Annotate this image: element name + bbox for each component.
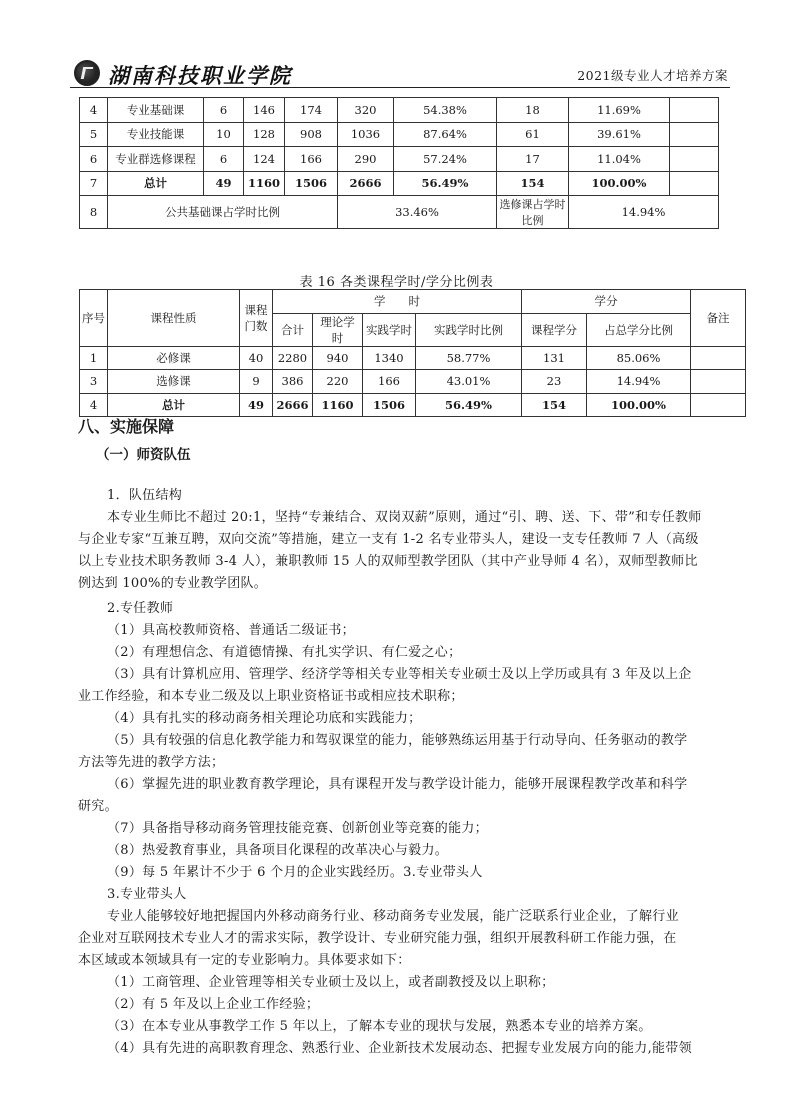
cell-count: 49 [240, 393, 273, 417]
cell-count: 10 [204, 122, 244, 147]
cell-credit-ratio: 100.00% [587, 393, 691, 417]
cell-count: 9 [240, 370, 273, 394]
cell-ratio: 87.64% [394, 122, 497, 147]
cell-practice: 174 [285, 98, 338, 123]
cell-count: 49 [204, 171, 244, 196]
header-count: 课程门数 [240, 290, 273, 347]
cell-total: 2666 [338, 171, 394, 196]
cell-no: 7 [80, 171, 108, 196]
cell-no: 5 [80, 122, 108, 147]
cell-public-ratio-label: 公共基础课占学时比例 [108, 196, 338, 229]
cell-name: 专业基础课 [108, 98, 204, 123]
table-row-summary [80, 196, 719, 229]
cell-theory: 1160 [244, 171, 285, 196]
cell-credit: 17 [497, 147, 569, 172]
paragraph-line: 企业对互联网技术专业人才的需求实际，教学设计、专业研究能力强，组织开展教科研工作能力强，在 [78, 931, 677, 946]
cell-type: 必修课 [108, 346, 240, 370]
table-row [80, 370, 746, 394]
cell-note [691, 393, 746, 417]
header-type: 课程性质 [108, 290, 240, 347]
header-theory: 理论学时 [313, 313, 363, 346]
cell-total: 320 [338, 98, 394, 123]
cell-theory: 124 [244, 147, 285, 172]
cell-theory: 1160 [313, 393, 363, 417]
cell-no: 4 [80, 98, 108, 123]
table-header-row [80, 290, 746, 314]
cell-note [691, 370, 746, 394]
cell-no: 4 [80, 393, 108, 417]
paragraph-line: （5）具有较强的信息化教学能力和驾驭课堂的能力，能够熟练运用基于行动导向、任务驱动的教学 [107, 733, 688, 748]
cell-note [670, 122, 719, 147]
cell-count: 6 [204, 98, 244, 123]
cell-practice: 1506 [363, 393, 416, 417]
paragraph-line: 专业人能够较好地把握国内外移动商务行业、移动商务专业发展，能广泛联系行业企业，了解行业 [107, 909, 679, 924]
cell-credit-ratio: 11.04% [569, 147, 670, 172]
cell-note [670, 171, 719, 196]
cell-ratio: 58.77% [416, 346, 522, 370]
paragraph-line: （1）工商管理、企业管理等相关专业硕士及以上，或者副教授及以上职称； [107, 975, 555, 990]
table-caption: 表 16 各类课程学时/学分比例表 [299, 275, 494, 290]
paragraph-line: （8）热爱教育事业，具备项目化课程的改革决心与毅力。 [107, 843, 449, 858]
paragraph-line: （1）具高校教师资格、普通话二级证书； [107, 623, 355, 638]
school-name: 湖南科技职业学院 [108, 63, 292, 88]
cell-theory: 940 [313, 346, 363, 370]
cell-credit: 18 [497, 98, 569, 123]
cell-total: 290 [338, 147, 394, 172]
cell-no: 3 [80, 370, 108, 394]
table-row-total [80, 393, 746, 417]
cell-no: 8 [80, 196, 108, 229]
paragraph-line: （3）在本专业从事教学工作 5 年以上，了解本专业的现状与发展，熟悉本专业的培养方案。 [107, 1019, 652, 1034]
paragraph-line: （4）具有扎实的移动商务相关理论功底和实践能力； [107, 711, 422, 726]
cell-name: 专业群选修课程 [108, 147, 204, 172]
cell-credit-ratio: 100.00% [569, 171, 670, 196]
paragraph-line: 1．队伍结构 [107, 488, 183, 503]
school-logo-icon [74, 60, 100, 86]
paragraph-line: （3）具有计算机应用、管理学、经济学等相关专业等相关专业硕士及以上学历或具有 3 年及以上企 [107, 667, 692, 682]
cell-theory: 220 [313, 370, 363, 394]
cell-name: 总计 [108, 171, 204, 196]
cell-ratio: 56.49% [416, 393, 522, 417]
plan-title: 2021级专业人才培养方案 [577, 68, 728, 83]
cell-ratio: 54.38% [394, 98, 497, 123]
header-credit-group: 学分 [522, 290, 691, 314]
paragraph-line: （2）有 5 年及以上企业工作经验； [107, 997, 320, 1012]
cell-credit: 131 [522, 346, 587, 370]
cell-name: 专业技能课 [108, 122, 204, 147]
cell-credit-ratio: 11.69% [569, 98, 670, 123]
cell-note [691, 346, 746, 370]
header-credit: 课程学分 [522, 313, 587, 346]
cell-practice: 166 [285, 147, 338, 172]
header-total: 合计 [273, 313, 313, 346]
cell-ratio: 43.01% [416, 370, 522, 394]
cell-total: 386 [273, 370, 313, 394]
cell-credit-ratio: 85.06% [587, 346, 691, 370]
cell-no: 1 [80, 346, 108, 370]
cell-total: 2666 [273, 393, 313, 417]
paragraph-line: （6）掌握先进的职业教育教学理论，具有课程开发与教学设计能力，能够开展课程教学改革和科学 [107, 777, 688, 792]
cell-public-ratio-value: 33.46% [338, 196, 497, 229]
header-no: 序号 [80, 290, 108, 347]
section-title: 八、实施保障 [78, 417, 175, 436]
section-subtitle: （一）师资队伍 [96, 447, 191, 463]
table-hours-credits-ratio [79, 289, 746, 417]
cell-credit-ratio: 39.61% [569, 122, 670, 147]
cell-credit: 23 [522, 370, 587, 394]
cell-theory: 128 [244, 122, 285, 147]
paragraph-line: 与企业专家“互兼互聘，双向交流”等措施，建立一支有 1-2 名专业带头人，建设一支专任教师 7 人（高级 [78, 532, 699, 547]
cell-theory: 146 [244, 98, 285, 123]
cell-practice: 166 [363, 370, 416, 394]
cell-credit-ratio: 14.94% [587, 370, 691, 394]
cell-practice: 1340 [363, 346, 416, 370]
table-row [80, 147, 719, 172]
paragraph-line: 研究。 [78, 799, 118, 814]
paragraph-line: （9）每 5 年累计不少于 6 个月的企业实践经历。3.专业带头人 [107, 865, 483, 880]
header-credit-ratio: 占总学分比例 [587, 313, 691, 346]
table-row [80, 98, 719, 123]
cell-elective-ratio-value: 14.94% [569, 196, 719, 229]
paragraph-line: 方法等先进的教学方法； [78, 755, 225, 770]
cell-type: 选修课 [108, 370, 240, 394]
paragraph-line: 本专业生师比不超过 20:1，坚持“专兼结合、双岗双薪”原则，通过“引、聘、送、下、带”和专任教师 [107, 510, 702, 525]
cell-elective-ratio-label: 选修课占学时比例 [497, 196, 569, 229]
table-row [80, 346, 746, 370]
paragraph-line: 以上专业技术职务教师 3-4 人），兼职教师 15 人的双师型教学团队（其中产业导师 4 名），双师型教师比 [78, 554, 698, 569]
table-course-hours-continued [79, 97, 719, 229]
paragraph-line: 2.专任教师 [107, 601, 174, 616]
cell-total: 1036 [338, 122, 394, 147]
paragraph-line: 3.专业带头人 [107, 887, 187, 902]
cell-ratio: 56.49% [394, 171, 497, 196]
paragraph-line: 例达到 100%的专业教学团队。 [78, 576, 268, 591]
cell-note [670, 98, 719, 123]
header-hours-group: 学 时 [273, 290, 522, 314]
paragraph-line: 业工作经验，和本专业二级及以上职业资格证书或相应技术职称； [78, 689, 464, 704]
header-practice-ratio: 实践学时比例 [416, 313, 522, 346]
table-row-total [80, 171, 719, 196]
cell-credit: 154 [522, 393, 587, 417]
paragraph-line: （7）具备指导移动商务管理技能竞赛、创新创业等竞赛的能力； [107, 821, 488, 836]
header-note: 备注 [691, 290, 746, 347]
cell-practice: 908 [285, 122, 338, 147]
cell-count: 6 [204, 147, 244, 172]
cell-total: 2280 [273, 346, 313, 370]
cell-note [670, 147, 719, 172]
paragraph-line: （2）有理想信念、有道德情操、有扎实学识、有仁爱之心； [107, 645, 462, 660]
header-practice: 实践学时 [363, 313, 416, 346]
paragraph-line: 本区域或本领域具有一定的专业影响力。具体要求如下： [78, 953, 411, 968]
page-header [70, 58, 730, 88]
table-row [80, 122, 719, 147]
cell-credit: 61 [497, 122, 569, 147]
cell-count: 40 [240, 346, 273, 370]
cell-ratio: 57.24% [394, 147, 497, 172]
cell-no: 6 [80, 147, 108, 172]
cell-credit: 154 [497, 171, 569, 196]
cell-type: 总计 [108, 393, 240, 417]
paragraph-line: （4）具有先进的高职教育理念、熟悉行业、企业新技术发展动态、把握专业发展方向的能力,能带领 [107, 1041, 692, 1056]
cell-practice: 1506 [285, 171, 338, 196]
